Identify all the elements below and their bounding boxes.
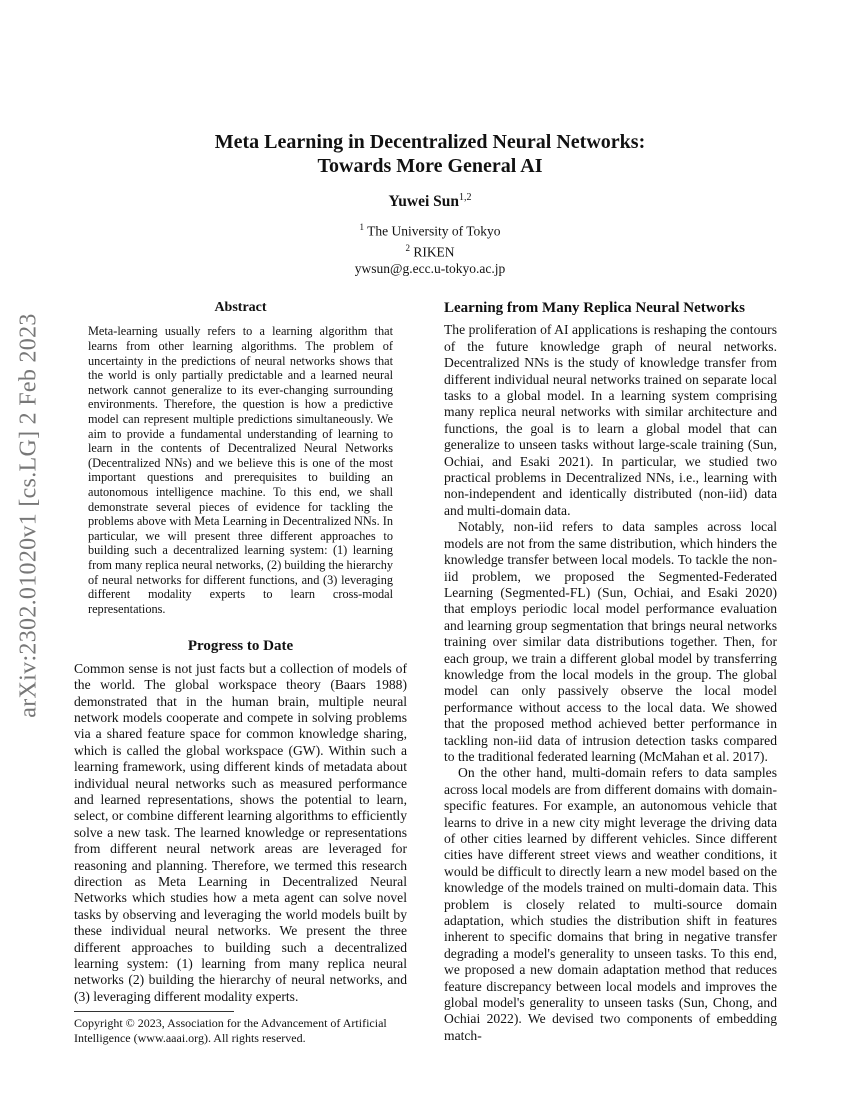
affiliation-2 [60, 240, 800, 261]
progress-paragraph: Common sense is not just facts but a collection of models of the world. The global workspace theory (Baars 1988) demonstrated that in the human brain, multiple neural network models cooperate and compete in solving problems via a shared feature space for common knowledge sharing, which is called the global workspace (GW). Within such a learning framework, using different kinds of metadata about individual neural networks such as measured performance and learned representations, shows the potential to learn, select, or combine different learning algorithms to efficiently solve a new task. The learned knowledge or representations from different neural network areas are leveraged for reasoning and planning. Therefore, we termed this research direction as Meta Learning in Decentralized Neural Networks which studies how a meta agent can solve novel tasks by observing and leveraging the world models built by these individual neural networks. We present the three different approaches to building such a decentralized learning system: (1) learning from many replica neural networks (2) building the hierarchy of neural networks, and (3) leveraging different modality experts. [74, 660, 407, 1004]
author-email: ywsun@g.ecc.u-tokyo.ac.jp [354, 261, 506, 277]
replica-paragraph-1: The proliferation of AI applications is reshaping the contours of the future knowledge graph of neural networks. Decentralized NNs is the study of knowledge transfer from different individual neural networks trained on separate local tasks to a global model. In a learning system comprising many replica neural networks with similar architecture and functions, the goal is to learn a global model that can generalize to unseen tasks without large-scale training (Sun, Ochiai, and Esaki 2021). In particular, we studied two practical problems in Decentralized NNs, i.e., learning with non-independent and identically distributed (non-iid) data and multi-domain data. [444, 322, 777, 518]
author-affiliation-marks: 1,2 [459, 192, 472, 203]
copyright-notice: Copyright © 2023, Association for the Advancement of Artificial Intelligence (www.aaai.org). All rights reserved. [74, 1016, 387, 1045]
abstract-text: Meta-learning usually refers to a learning algorithm that learns from other learning algorithms. The problem of uncertainty in the predictions of neural networks shows that the world is only partially predictable and a learned neural network cannot generalize to its ever-changing surrounding environments. Therefore, the question is how a predictive model can represent multiple predictions simultaneously. We aim to provide a fundamental understanding of learning to learn in the contents of Decentralized Neural Networks (Decentralized NNs) and we believe this is one of the most important questions and prerequisites to building an autonomous intelligence machine. To this end, we shall demonstrate several pieces of evidence for tackling the problems above with Meta Learning in Decentralized NNs. In particular, we will present three different approaches to building such a decentralized learning system: (1) learning from many replica neural networks, (2) building the hierarchy of neural networks for different functions, and (3) leveraging different modality experts to learn cross-modal representations. [88, 324, 393, 616]
left-column [74, 300, 407, 1045]
replica-paragraph-3: On the other hand, multi-domain refers to data samples across local models are from different domains with domain-specific features. For example, an autonomous vehicle that learns to drive in a new city might leverage the driving data of other cities learned by different vehicles. Since different cities have different street views and weather conditions, it would be difficult to directly learn a new model based on the knowledge of the models trained on multi-domain data. This problem is closely related to multi-source domain adaptation, which studies the distribution shift in features inherent to specific domains that bring in negative transfer degrading a model's generality to unseen tasks. To this end, we proposed a new domain adaptation method that reduces feature discrepancy between local models and improves the global model's generality to unseen tasks (Sun, Chong, and Ochiai 2022). We devised two components of embedding match- [444, 765, 777, 1043]
affiliation-2-name: RIKEN [413, 244, 455, 260]
affiliation-1-mark: 1 [359, 222, 364, 233]
paper-title [60, 130, 800, 178]
arxiv-identifier-stamp [12, 280, 46, 750]
replica-heading: Learning from Many Replica Neural Networks [444, 300, 745, 316]
paper-header [60, 130, 800, 277]
title-line-1: Meta Learning in Decentralized Neural Networks: [214, 131, 646, 153]
right-column [444, 300, 777, 1044]
author [60, 192, 800, 211]
progress-heading: Progress to Date [187, 638, 294, 655]
affiliation-2-mark: 2 [405, 242, 410, 253]
title-line-2: Towards More General AI [317, 155, 543, 177]
replica-paragraph-2: Notably, non-iid refers to data samples across local models are not from the same distribution, which hinders the knowledge transfer between local models. To tackle the non-iid problem, we proposed the Segmented-Federated Learning (Segmented-FL) (Sun, Ochiai, and Esaki 2020) that employs periodic local model performance evaluation and learning group segmentation that brings neural networks training over similar data distributions together. Then, for each group, we train a different global model by transferring knowledge from the local models in the group. The global model can only passively observe the local model performance without access to the local data. We showed that the proposed method achieved better performance in tackling non-iid data of intrusion detection tasks compared to the traditional federated learning (McMahan et al. 2017). [444, 519, 777, 764]
author-name: Yuwei Sun [388, 193, 459, 211]
affiliation-1-name: The University of Tokyo [367, 223, 501, 239]
arxiv-identifier-text: arXiv:2302.01020v1 [cs.LG] 2 Feb 2023 [15, 312, 42, 718]
affiliation-1 [60, 219, 800, 240]
footnote-rule [74, 1011, 234, 1012]
abstract-heading: Abstract [214, 300, 267, 315]
